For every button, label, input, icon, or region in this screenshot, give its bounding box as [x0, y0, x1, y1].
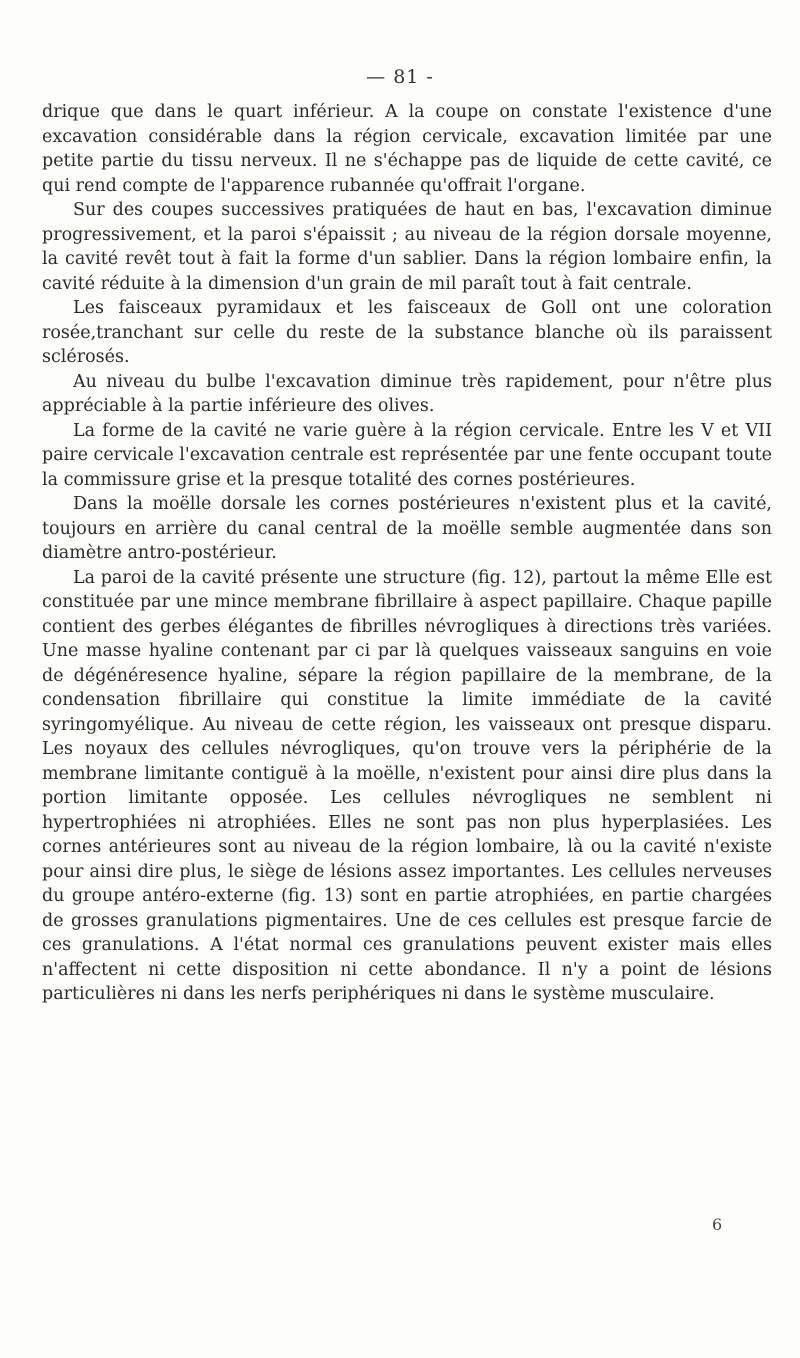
paragraph-7: La paroi de la cavité présente une structure (fig. 12), partout la même Elle est constituée par une mince membrane fibrillaire à aspect papillaire. Chaque papille contient des gerbes élégantes de fibrilles névrogliques à directions très variées. Une masse hyaline contenant par ci par là quelques vaisseaux sanguins en voie de dégénéresence hyaline, sépare la région papillaire de la membrane, de la condensation fibrillaire qui constitue la limite immédiate de la cavité syringomyélique. Au niveau de cette région, les vaisseaux ont presque disparu. Les noyaux des cellules névrogliques, qu'on trouve vers la périphérie de la membrane limitante contiguë à la moëlle, n'existent pour ainsi dire plus dans la portion limitante opposée. Les cellules névrogliques ne semblent ni hypertrophiées ni atrophiées. Elles ne sont pas non plus hyperplasiées. Les cornes antérieures sont au niveau de la région lombaire, là ou la cavité n'existe pour ainsi dire plus, le siège de lésions assez importantes. Les cellules nerveuses du groupe antéro-externe (fig. 13) sont en partie atrophiées, en partie chargées de grosses granulations pigmentaires. Une de ces cellules est presque farcie de ces granulations. A l'état normal ces granulations peuvent exister mais elles n'affectent ni cette disposition ni cette abondance. Il n'y a point de lésions particulières ni dans les nerfs periphériques ni dans le système musculaire. — [42, 567, 772, 1004]
page-number: — 81 - — [366, 66, 434, 88]
body-text — [42, 100, 772, 1007]
paragraph-5: La forme de la cavité ne varie guère à la région cervicale. Entre les V et VII paire cervicale l'excavation centrale est représentée par une fente occupant toute la commissure grise et la presque totalité des cornes postérieures. — [42, 420, 772, 490]
paragraph-1: drique que dans le quart inférieur. A la coupe on constate l'existence d'une excavation considérable dans la région cervicale, excavation limitée par une petite partie du tissu nerveux. Il ne s'échappe pas de liquide de cette cavité, ce qui rend compte de l'apparence rubannée qu'offrait l'organe. — [42, 102, 772, 196]
paragraph-6: Dans la moëlle dorsale les cornes postérieures n'existent plus et la cavité, toujours en arrière du canal central de la moëlle semble augmentée dans son diamètre antro-postérieur. — [42, 494, 772, 563]
paragraph-3: Les faisceaux pyramidaux et les faisceaux de Goll ont une coloration rosée,tranchant sur celle du reste de la substance blanche où ils paraissent sclérosés. — [42, 298, 772, 367]
paragraph-4: Au niveau du bulbe l'excavation diminue très rapidement, pour n'être plus appréciable à la partie inférieure des olives. — [42, 371, 772, 416]
paragraph-2: Sur des coupes successives pratiquées de haut en bas, l'excavation diminue progressivement, et la paroi s'épaissit ; au niveau de la région dorsale moyenne, la cavité revêt tout à fait la forme d'un sablier. Dans la région lombaire enfin, la cavité réduite à la dimension d'un grain de mil paraît tout à fait centrale. — [42, 200, 772, 294]
signature-mark: 6 — [712, 1215, 723, 1234]
